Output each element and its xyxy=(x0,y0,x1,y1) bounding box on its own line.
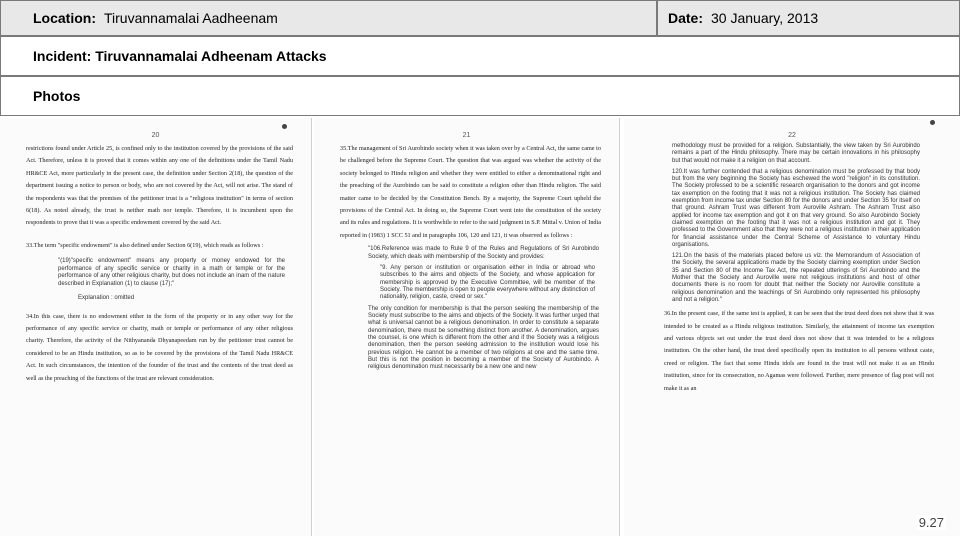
document-page-22 xyxy=(624,118,960,536)
incident-header xyxy=(0,36,960,76)
page-number: 21 xyxy=(462,132,471,139)
paragraph: 33.The term "specific endowment" is also defined under Section 6(19), which reads as follows : xyxy=(26,241,264,249)
date-value: 30 January, 2013 xyxy=(711,10,819,26)
quote-block: 120.It was further contended that a religious denomination must be professed by that body but from the very beginning the Society has eschewed the word "religion" in its constitution. The Society professed to be a scientific research organisation to the donors and got income tax exemption on the footing that it was not a religious institution. The Society has claimed exemption from income tax under Section 80 for the donors and under Section 35 for itself on that ground. Ashram Trust was different from Auroville Ashram. The Ashram Trust also applied for income tax exemption and got it on that very ground. So also Aurobindo Society claimed exemption on the footing that it was not a religious institution and got it. They professed to the Government also that they were not a religious institution in their application for financial assistance under the Central Scheme of Assistance to voluntary Hindu organisations. xyxy=(672,168,920,248)
paragraph: restrictions found under Article 25, is confined only to the institution covered by the provisions of the said Act. Therefore, unless it is proved that it comes within any one of the definitions under the Tamil Nadu HR&CE Act, more particularly in the present case, the definition under Section 2(18), the question of the department issuing a notice to person or body, who are not covered by the Act, will not arise. The stand of the respondents was that the premises of the petitioner trust is a "religious institution" in terms of section 6(18). As noted already, the trust is neither math nor temple. Therefore, it is incumbent upon the respondents to prove that it was a specific endowment covered by the said Act. xyxy=(26,145,293,227)
location-value: Tiruvannamalai Aadheenam xyxy=(104,10,278,26)
paragraph: 36.In the present case, if the same test is applied, it can be seen that the trust deed does not show that it was intended to be created as a Hindu religious institution. Similarly, the attainment of income tax exemption and various objects set out under the trust deed does not show that it was intended to be a religious institution. On the other hand, the trust deed specifically open its institution to all persons without caste, creed or religion. The fact that some Hindu idols are found in the trust will not make it as an Hindu institution, since for its consecration, no Agamas were followed. Further, mere presence of flag post will not make it as an xyxy=(664,310,934,392)
photos-title: Photos xyxy=(33,88,81,104)
quote-block: methodology must be provided for a religion. Substantially, the view taken by Sri Aurobindo remains a part of the Hindu philosophy. There may be certain innovations in his philosophy but that would not make it a religion on that account. xyxy=(672,143,920,164)
location-header xyxy=(0,0,657,36)
quote-block: 121.On the basis of the materials placed before us viz. the Memorandum of Association of the Society, the several applications made by the Society claiming exemption under Section 35 and Section 80 of the Income Tax Act, the repeated utterings of Sri Aurobindo and the Mother that the Society and Auroville were not religious institutions and host of other documents there is no room for doubt that neither the Society nor Auroville constitute a religious denomination and the teachings of Sri Aurobindo only represented his philosophy and not a religion." xyxy=(672,253,920,303)
date-label: Date: xyxy=(668,10,704,26)
quote-block: "106.Reference was made to Rule 9 of the Rules and Regulations of Sri Aurobindo Society, which deals with membership of the Society and provides: xyxy=(368,246,599,260)
location-label: Location: xyxy=(33,10,96,26)
document-page-20 xyxy=(0,118,312,536)
paragraph: 35.The management of Sri Aurobindo society when it was taken over by a Central Act, the same came to be challenged before the Supreme Court. The question that was argued was whether the activity of the society belonged to Hindu religion and whether they were entitled to either a denominational right and the preaching of the Aurobindo can be said to constitute a religion other than Hindu religion. The said matter came to be decided by the Constitution Bench. By a majority, the Supreme Court upheld the provisions of the Central Act. In doing so, the Supreme Court went into the constitution of the society and its rules and regulations. It is worthwhile to refer to the said judgment in S.P. Mittal v. Union of India reported in (1983) 1 SCC 51 and in paragraphs 106, 120 and 121, it was observed as follows : xyxy=(340,145,601,239)
incident-title: Incident: Tiruvannamalai Adheenam Attacks xyxy=(33,48,327,64)
page-number: 22 xyxy=(788,132,796,139)
photos-header xyxy=(0,76,960,116)
quote-block: "9. Any person or institution or organisation either in India or abroad who subscribes to the aims and objects of the Society, and whose application for membership is approved by the Executive Committee, will be member of the Society. The membership is open to people everywhere without any distinction of nationality, religion, caste, creed or sex." xyxy=(380,264,595,301)
page-number: 20 xyxy=(151,132,160,139)
scan-speck xyxy=(930,120,935,125)
explanation-omitted: Explanation : omitted xyxy=(78,294,135,301)
quote-block: "(19)"specific endowment" means any property or money endowed for the performance of any specific service or charity in a math or temple or for the performance of any other religious charity, but does not include an inam of the nature described in Explanation (1) to clause (17);" xyxy=(58,258,285,288)
scan-speck xyxy=(282,124,287,129)
paragraph: 34.In this case, there is no endowment either in the form of the property or in any other way for the performance of any specific service or charity, math or temple or performance of any other religious charity. Therefore, the activity of the Nithyananda Dhyanapeedam run by the petitioner trust cannot be considered to be an Hindu institution, so as to be covered by the provisions of the Tamil Nadu HR&CE Act. In such circumstances, the intention of the founder of the trust and the contents of the trust deed as well as the preaching of the functions of the trust are relevant consideration. xyxy=(26,312,293,382)
date-header xyxy=(657,0,960,36)
slide-number: 9.27 xyxy=(918,515,944,530)
document-page-21 xyxy=(314,118,620,536)
quote-block: The only condition for membership is that the person seeking the membership of the Society must subscribe to the aims and objects of the Society. It was further urged that what is universal cannot be a religious denomination. In order to constitute a separate denomination, there must be something distinct from another. A denomination, argues the counsel, is one which is different from the other and if the Society was a religious denomination, then the person seeking admission to the institution would lose his previous religion. He cannot be a member of two religions at one and the same time. But this is not the position in becoming a member of the Society of Aurobindo. A religious denomination must necessarily be a new one and new xyxy=(368,305,599,371)
